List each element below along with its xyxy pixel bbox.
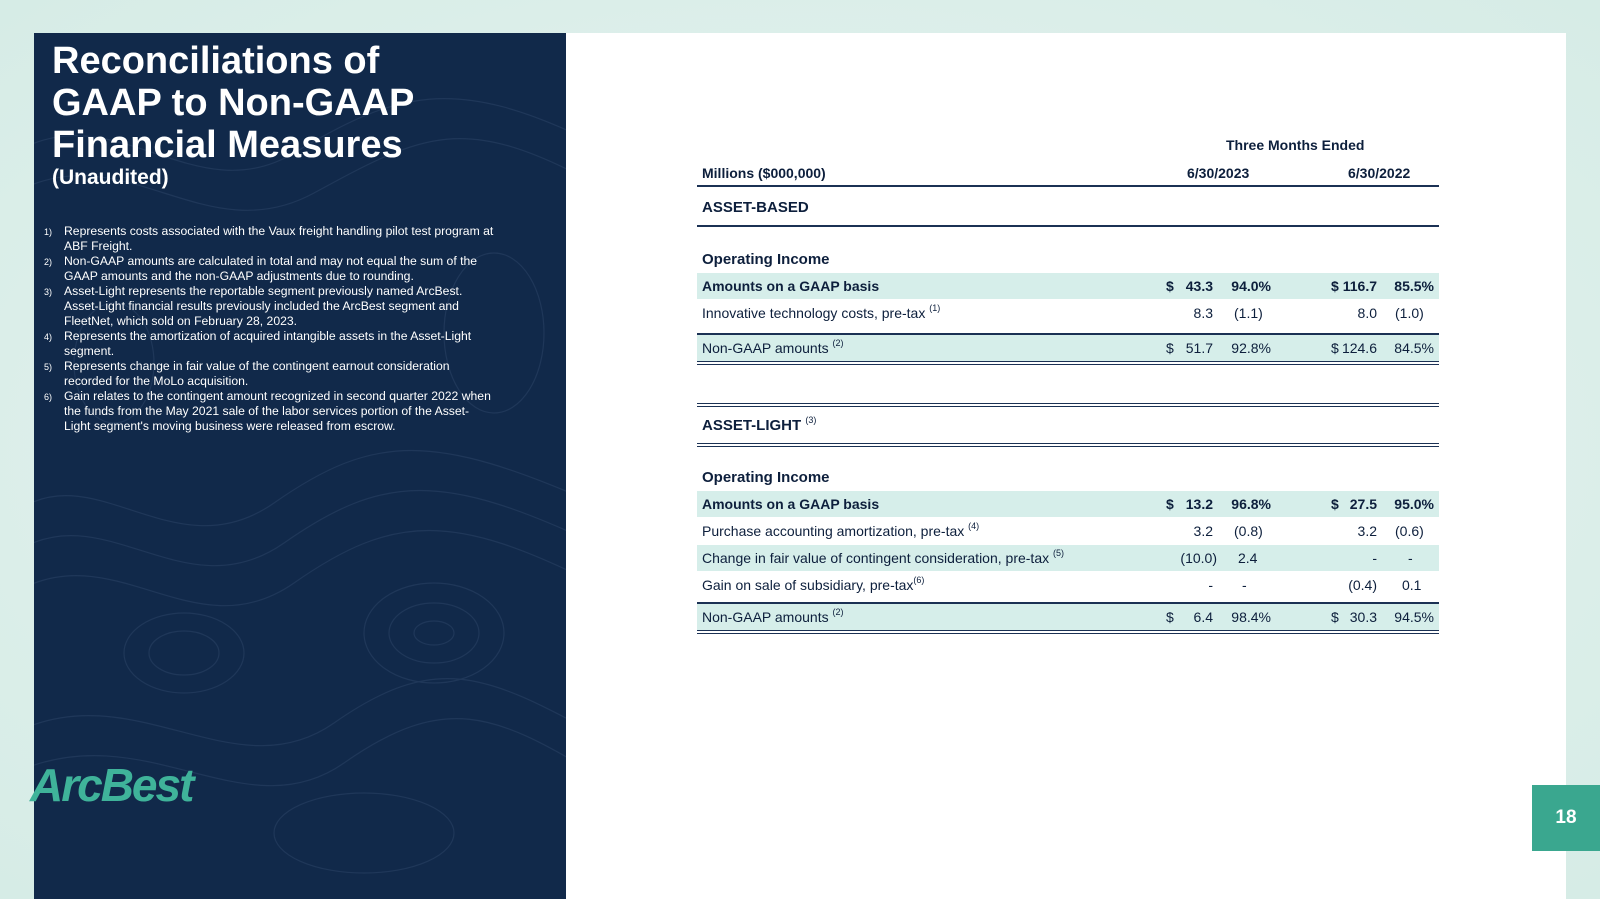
footnote-ref: (6) (913, 575, 925, 585)
footnote-ref: (1) (929, 303, 941, 313)
row-label (702, 609, 843, 625)
value-2023: 8.3 (1193, 305, 1213, 321)
table-row-total (697, 604, 1439, 630)
footnote-text: Gain relates to the contingent amount recognized in second quarter 2022 when the funds from the May 2021 sale of the labor services portion of the Asset-Light segment's moving business were released from escrow. (64, 389, 491, 433)
percent-2022: 95.0% (1394, 496, 1434, 512)
period-header: Three Months Ended (1226, 137, 1365, 153)
row-label-text: Gain on sale of subsidiary, pre-tax (702, 577, 914, 593)
footnote-number: 3) (44, 287, 53, 297)
asset-based-heading: ASSET-BASED (702, 199, 809, 216)
footnote-number: 2) (44, 257, 53, 267)
value-2022: 8.0 (1357, 305, 1377, 321)
footnotes-list (44, 224, 494, 434)
footnote-text: Represents change in fair value of the contingent earnout consideration recorded for the MoLo acquisition. (64, 359, 450, 388)
footnote-number: 6) (44, 392, 53, 402)
footnote-text: Asset-Light represents the reportable segment previously named ArcBest. Asset-Light financial results previously included the ArcBest segment and FleetNet, which sold on February 28, 2023. (64, 284, 463, 328)
percent-2023: (0.8) (1234, 523, 1263, 539)
dollar-sign: $ (1166, 496, 1174, 512)
footnote-item (44, 389, 494, 434)
table-row (697, 545, 1439, 571)
row-label (702, 577, 924, 593)
dollar-sign: $ (1331, 340, 1339, 356)
value-2023: - (1208, 577, 1213, 593)
row-label (702, 523, 979, 539)
value-2023: (10.0) (1180, 550, 1217, 566)
table-row (697, 300, 1439, 326)
footnote-ref: (3) (805, 415, 817, 425)
value-2022: 30.3 (1349, 609, 1377, 625)
asset-light-heading (702, 417, 816, 434)
row-label (702, 305, 940, 321)
value-2023: 51.7 (1185, 340, 1213, 356)
dollar-sign: $ (1166, 609, 1174, 625)
footnote-item (44, 284, 494, 329)
section-rule (697, 446, 1439, 447)
footnote-number: 4) (44, 332, 53, 342)
footnote-item (44, 224, 494, 254)
double-rule-bottom (697, 633, 1439, 634)
section-rule (697, 225, 1439, 227)
percent-2023: 96.8% (1231, 496, 1271, 512)
double-rule-top (697, 361, 1439, 362)
row-label (702, 340, 843, 356)
percent-2022: 0.1 (1402, 577, 1422, 593)
table-row (697, 491, 1439, 517)
units-header: Millions ($000,000) (702, 165, 826, 181)
footnote-text: Represents costs associated with the Vaux freight handling pilot test program at ABF Freight. (64, 224, 494, 253)
footnote-text: Represents the amortization of acquired intangible assets in the Asset-Light segment. (64, 329, 472, 358)
value-2022: 124.6 (1341, 340, 1377, 356)
dollar-sign: $ (1331, 496, 1339, 512)
footnote-item (44, 254, 494, 284)
value-2022: - (1372, 550, 1377, 566)
header-rule (697, 185, 1439, 187)
footnote-ref: (4) (968, 521, 980, 531)
percent-2022: 84.5% (1394, 340, 1434, 356)
value-2023: 13.2 (1185, 496, 1213, 512)
percent-2023: 98.4% (1231, 609, 1271, 625)
percent-2023: 94.0% (1231, 278, 1271, 294)
percent-2022: 94.5% (1394, 609, 1434, 625)
value-2022: (0.4) (1348, 577, 1377, 593)
double-rule-bottom (697, 364, 1439, 365)
percent-2023: - (1242, 577, 1247, 593)
row-label-text: Change in fair value of contingent consideration, pre-tax (702, 550, 1050, 566)
footnote-ref: (2) (832, 338, 844, 348)
double-rule-top (697, 630, 1439, 631)
percent-2022: (1.0) (1395, 305, 1424, 321)
percent-2023: 2.4 (1238, 550, 1258, 566)
table-row (697, 518, 1439, 544)
dollar-sign: $ (1331, 278, 1339, 294)
arcbest-logo: ArcBest (30, 759, 193, 811)
table-row (697, 273, 1439, 299)
value-2022: 3.2 (1357, 523, 1377, 539)
dollar-sign: $ (1166, 278, 1174, 294)
row-label (702, 550, 1064, 566)
operating-income-label: Operating Income (702, 251, 830, 268)
table-row-total (697, 335, 1439, 361)
row-label: Amounts on a GAAP basis (702, 496, 880, 512)
row-label-text: Innovative technology costs, pre-tax (702, 305, 926, 321)
row-label-text: Non-GAAP amounts (702, 609, 829, 625)
footnote-ref: (2) (832, 607, 844, 617)
value-2023: 3.2 (1193, 523, 1213, 539)
percent-2023: 92.8% (1231, 340, 1271, 356)
percent-2022: (0.6) (1395, 523, 1424, 539)
asset-light-heading-text: ASSET-LIGHT (702, 417, 802, 434)
percent-2022: - (1408, 550, 1413, 566)
percent-2022: 85.5% (1394, 278, 1434, 294)
footnote-ref: (5) (1053, 548, 1064, 558)
row-label-text: Purchase accounting amortization, pre-tax (702, 523, 965, 539)
section-rule (697, 406, 1439, 407)
value-2023: 6.4 (1193, 609, 1213, 625)
footnote-item (44, 359, 494, 389)
row-label-text: Non-GAAP amounts (702, 340, 829, 356)
section-rule (697, 443, 1439, 444)
column-header-2023: 6/30/2023 (1187, 165, 1250, 181)
dollar-sign: $ (1166, 340, 1174, 356)
value-2023: 43.3 (1185, 278, 1213, 294)
page-title: Reconciliations of GAAP to Non-GAAP Financial Measures (52, 40, 414, 166)
footnote-text: Non-GAAP amounts are calculated in total and may not equal the sum of the GAAP amounts and the non-GAAP adjustments due to rounding. (64, 254, 478, 283)
page-subtitle: (Unaudited) (52, 166, 169, 189)
footnote-number: 5) (44, 362, 53, 372)
dollar-sign: $ (1331, 609, 1339, 625)
percent-2023: (1.1) (1234, 305, 1263, 321)
footnote-item (44, 329, 494, 359)
page-number: 18 (1532, 785, 1600, 851)
operating-income-label: Operating Income (702, 469, 830, 486)
value-2022: 116.7 (1342, 278, 1377, 294)
row-label: Amounts on a GAAP basis (702, 278, 880, 294)
column-header-2022: 6/30/2022 (1348, 165, 1411, 181)
table-row (697, 572, 1439, 598)
footnote-number: 1) (44, 227, 53, 237)
section-rule (697, 403, 1439, 404)
value-2022: 27.5 (1349, 496, 1377, 512)
